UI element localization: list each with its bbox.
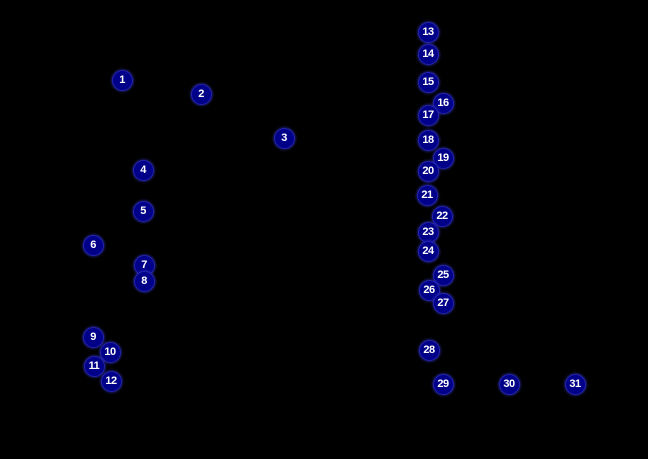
marker-6-label: 6 (90, 238, 96, 251)
marker-31-label: 31 (569, 377, 581, 390)
marker-23-label: 23 (422, 225, 434, 238)
marker-15-label: 15 (422, 75, 434, 88)
marker-25-label: 25 (437, 268, 449, 281)
marker-30[interactable] (499, 374, 520, 395)
marker-18[interactable] (418, 130, 439, 151)
marker-29[interactable] (433, 374, 454, 395)
marker-31[interactable] (565, 374, 586, 395)
marker-28[interactable] (419, 340, 440, 361)
marker-11-label: 11 (88, 359, 100, 372)
marker-22-label: 22 (436, 209, 448, 222)
marker-6[interactable] (83, 235, 104, 256)
marker-23[interactable] (418, 222, 439, 243)
marker-19-label: 19 (437, 151, 449, 164)
marker-21[interactable] (417, 185, 438, 206)
marker-26-label: 26 (423, 283, 435, 296)
marker-16-label: 16 (437, 96, 449, 109)
marker-14-label: 14 (422, 47, 434, 60)
marker-9[interactable] (83, 327, 104, 348)
marker-29-label: 29 (437, 377, 449, 390)
marker-17[interactable] (418, 105, 439, 126)
marker-11[interactable] (84, 356, 105, 377)
marker-2-label: 2 (198, 87, 204, 100)
marker-12[interactable] (101, 371, 122, 392)
marker-18-label: 18 (422, 133, 434, 146)
marker-27-label: 27 (437, 296, 449, 309)
marker-17-label: 17 (422, 108, 434, 121)
marker-5[interactable] (133, 201, 154, 222)
marker-15[interactable] (418, 72, 439, 93)
marker-13[interactable] (418, 22, 439, 43)
marker-28-label: 28 (423, 343, 435, 356)
marker-21-label: 21 (421, 188, 433, 201)
marker-7-label: 7 (141, 258, 147, 271)
marker-20-label: 20 (422, 164, 434, 177)
marker-10-label: 10 (104, 345, 116, 358)
marker-14[interactable] (418, 44, 439, 65)
marker-30-label: 30 (503, 377, 515, 390)
marker-13-label: 13 (422, 25, 434, 38)
marker-1-label: 1 (119, 73, 125, 86)
marker-8-label: 8 (141, 274, 147, 287)
marker-8[interactable] (134, 271, 155, 292)
marker-12-label: 12 (105, 374, 117, 387)
marker-24-label: 24 (422, 244, 434, 257)
marker-24[interactable] (418, 241, 439, 262)
marker-2[interactable] (191, 84, 212, 105)
marker-3[interactable] (274, 128, 295, 149)
marker-9-label: 9 (90, 330, 96, 343)
marker-3-label: 3 (281, 131, 287, 144)
marker-20[interactable] (418, 161, 439, 182)
marker-4-label: 4 (140, 163, 146, 176)
marker-5-label: 5 (140, 204, 146, 217)
marker-4[interactable] (133, 160, 154, 181)
marker-1[interactable] (112, 70, 133, 91)
marker-27[interactable] (433, 293, 454, 314)
